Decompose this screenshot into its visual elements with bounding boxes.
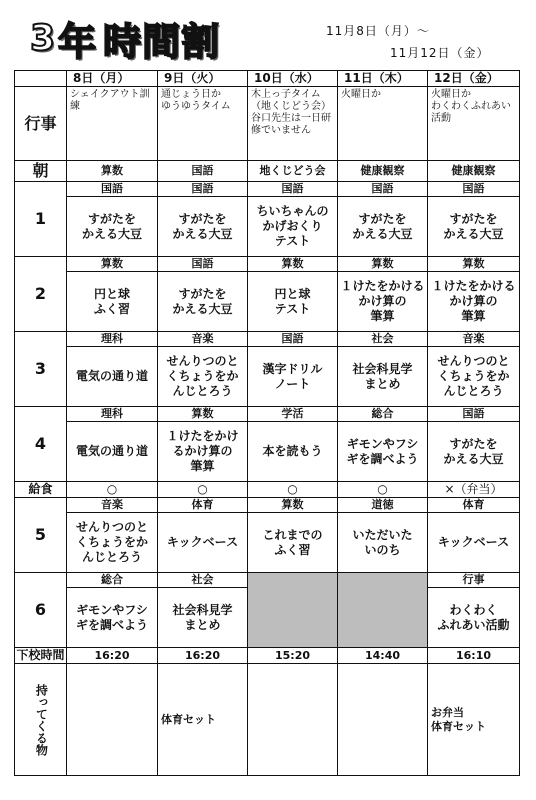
content-cell: すがたを かえる大豆 — [158, 197, 248, 257]
subject-cell: 算数 — [428, 257, 520, 272]
period-label: 1 — [15, 182, 67, 257]
period-label: 2 — [15, 257, 67, 332]
asa-row — [15, 161, 520, 182]
gyoji-label: 行事 — [15, 87, 67, 161]
asa-cell-1: 国語 — [158, 161, 248, 182]
kyushoku-cell-0: ○ — [67, 482, 158, 498]
content-cell: せんりつのと くちょうをか んじとろう — [158, 347, 248, 407]
subject-cell: 算数 — [158, 407, 248, 422]
period-content-row — [15, 197, 520, 257]
gyoji-cell-0: シェイクアウト訓練 — [67, 87, 158, 161]
asa-label: 朝 — [15, 161, 67, 182]
subject-cell: 理科 — [67, 332, 158, 347]
gekou-cell-1: 16:20 — [158, 648, 248, 664]
mochimono-label-text: 持ってくる物 — [34, 683, 49, 756]
period-label: 5 — [15, 498, 67, 573]
content-cell: せんりつのと くちょうをか んじとろう — [67, 513, 158, 573]
content-cell: すがたを かえる大豆 — [428, 197, 520, 257]
day-header-3: 11日（木） — [338, 71, 428, 87]
gyoji-cell-1: 通じょう日か ゆうゆうタイム — [158, 87, 248, 161]
subject-cell: 学活 — [248, 407, 338, 422]
date-range-start: 11月8日（月）～ — [326, 24, 430, 38]
content-cell: 本を読もう — [248, 422, 338, 482]
content-cell: 社会科見学 まとめ — [338, 347, 428, 407]
gyoji-cell-3: 火曜日か — [338, 87, 428, 161]
mochimono-row — [15, 664, 520, 776]
day-header-0: 8日（月） — [67, 71, 158, 87]
subject-cell: 算数 — [248, 498, 338, 513]
subject-cell: 国語 — [67, 182, 158, 197]
kyushoku-label: 給食 — [15, 482, 67, 498]
timetable — [14, 70, 520, 776]
content-cell: わくわく ふれあい活動 — [428, 588, 520, 648]
mochimono-label — [15, 664, 67, 776]
content-cell: 円と球 ふく習 — [67, 272, 158, 332]
content-cell: １けたをかける かけ算の 筆算 — [338, 272, 428, 332]
content-cell: すがたを かえる大豆 — [428, 422, 520, 482]
period-content-row — [15, 347, 520, 407]
gekou-row — [15, 648, 520, 664]
mochimono-cell-0 — [67, 664, 158, 776]
subject-cell: 国語 — [158, 182, 248, 197]
gekou-cell-0: 16:20 — [67, 648, 158, 664]
subject-cell: 社会 — [338, 332, 428, 347]
subject-cell: 体育 — [158, 498, 248, 513]
subject-cell: 行事 — [428, 573, 520, 588]
content-cell: 社会科見学 まとめ — [158, 588, 248, 648]
asa-cell-0: 算数 — [67, 161, 158, 182]
period-content-row — [15, 513, 520, 573]
kyushoku-row — [15, 482, 520, 498]
subject-cell: 理科 — [67, 407, 158, 422]
subject-cell: 社会 — [158, 573, 248, 588]
asa-cell-4: 健康観察 — [428, 161, 520, 182]
period-label: 3 — [15, 332, 67, 407]
grade-char: 年 — [58, 19, 98, 64]
content-cell: すがたを かえる大豆 — [67, 197, 158, 257]
content-cell: せんりつのと くちょうをか んじとろう — [428, 347, 520, 407]
grade-number: 3 — [30, 17, 57, 59]
subject-cell — [338, 573, 428, 648]
content-cell: 漢字ドリル ノート — [248, 347, 338, 407]
subject-cell: 音楽 — [158, 332, 248, 347]
subject-cell: 音楽 — [67, 498, 158, 513]
date-range-end: 11月12日（金） — [390, 46, 490, 60]
gyoji-cell-2: 木上っ子タイム （地くじどう会） 谷口先生は一日研修でいません — [248, 87, 338, 161]
day-header-1: 9日（火） — [158, 71, 248, 87]
period-subject-row — [15, 182, 520, 197]
day-header-4: 12日（金） — [428, 71, 520, 87]
period-subject-row — [15, 332, 520, 347]
gekou-cell-4: 16:10 — [428, 648, 520, 664]
period-content-row — [15, 272, 520, 332]
kyushoku-cell-4: ×（弁当） — [428, 482, 520, 498]
page-title — [30, 14, 220, 62]
subject-cell: 国語 — [338, 182, 428, 197]
subject-cell: 総合 — [338, 407, 428, 422]
subject-cell: 体育 — [428, 498, 520, 513]
content-cell: キックベース — [428, 513, 520, 573]
gekou-cell-2: 15:20 — [248, 648, 338, 664]
content-cell: ギモンやフシ ギを調べよう — [338, 422, 428, 482]
kyushoku-cell-1: ○ — [158, 482, 248, 498]
period-content-row — [15, 422, 520, 482]
period-label: 4 — [15, 407, 67, 482]
content-cell: すがたを かえる大豆 — [158, 272, 248, 332]
mochimono-cell-4: お弁当 体育セット — [428, 664, 520, 776]
day-header-2: 10日（水） — [248, 71, 338, 87]
subject-cell: 音楽 — [428, 332, 520, 347]
content-cell: １けたをかける かけ算の 筆算 — [428, 272, 520, 332]
period-label: 6 — [15, 573, 67, 648]
gyoji-row — [15, 87, 520, 161]
content-cell: 電気の通り道 — [67, 422, 158, 482]
content-cell: これまでの ふく習 — [248, 513, 338, 573]
period-subject-row — [15, 573, 520, 588]
mochimono-cell-3 — [338, 664, 428, 776]
subject-cell: 国語 — [248, 182, 338, 197]
corner-cell — [15, 71, 67, 87]
period-subject-row — [15, 257, 520, 272]
content-cell: キックベース — [158, 513, 248, 573]
day-header-row — [15, 71, 520, 87]
subject-cell: 国語 — [428, 182, 520, 197]
content-cell: すがたを かえる大豆 — [338, 197, 428, 257]
content-cell: ギモンやフシ ギを調べよう — [67, 588, 158, 648]
asa-cell-2: 地くじどう会 — [248, 161, 338, 182]
mochimono-cell-2 — [248, 664, 338, 776]
kyushoku-cell-2: ○ — [248, 482, 338, 498]
subject-cell: 国語 — [248, 332, 338, 347]
content-cell: ちいちゃんの かげおくり テスト — [248, 197, 338, 257]
content-cell: １けたをかけ るかけ算の 筆算 — [158, 422, 248, 482]
content-cell: 円と球 テスト — [248, 272, 338, 332]
mochimono-cell-1: 体育セット — [158, 664, 248, 776]
kyushoku-cell-3: ○ — [338, 482, 428, 498]
period-subject-row — [15, 407, 520, 422]
subject-cell: 国語 — [158, 257, 248, 272]
content-cell: いただいた いのち — [338, 513, 428, 573]
subject-cell: 国語 — [428, 407, 520, 422]
subject-cell — [248, 573, 338, 648]
subject-cell: 算数 — [338, 257, 428, 272]
asa-cell-3: 健康観察 — [338, 161, 428, 182]
gekou-label: 下校時間 — [16, 648, 65, 662]
content-cell: 電気の通り道 — [67, 347, 158, 407]
gekou-cell-3: 14:40 — [338, 648, 428, 664]
subject-cell: 算数 — [67, 257, 158, 272]
subject-cell: 総合 — [67, 573, 158, 588]
title-main: 時間割 — [103, 19, 221, 64]
subject-cell: 算数 — [248, 257, 338, 272]
gyoji-cell-4: 火曜日か わくわくふれあい活動 — [428, 87, 520, 161]
period-subject-row — [15, 498, 520, 513]
subject-cell: 道徳 — [338, 498, 428, 513]
